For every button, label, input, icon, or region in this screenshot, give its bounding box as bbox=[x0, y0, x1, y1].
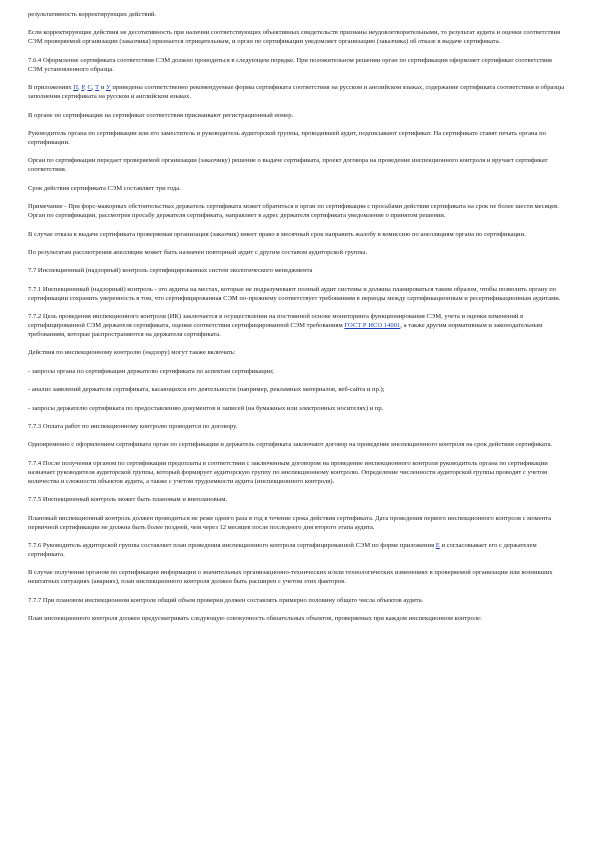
paragraph-appendix-refs: В приложениях П, Р, С, Т и У приведены соответственно рекомендуемые формы сертификата соответствия на русском и английском языках, содержание сертификата соответствия и образцы заполнения сертификата на русском и английском языках. bbox=[28, 84, 564, 101]
paragraph: Плановый инспекционный контроль должен проводиться не реже одного раза в год в течение срока действия сертификата. Дата проведения первого инспекционного контроля с момента первичной сертификации не должна быть более поздней, чем через 12 месяцев после последнего дня второго этапа аудита. bbox=[28, 514, 552, 531]
paragraph-text: 7.7.2 Цель проведения инспекционного контроля (ИК) заключается в осуществлении на постоянной основе мониторинга функционирования СЭМ, учета и оценки изменений в сертифицированной СЭМ держателя сертификата, оценки соответствия сертифицированной СЭМ требованиям bbox=[28, 313, 524, 330]
paragraph-text: 7.7.6 Руководитель аудиторской группы составляет план проведения инспекционного контроля сертифицированной СЭМ по форме приложения bbox=[28, 541, 436, 549]
document-body bbox=[28, 10, 568, 633]
paragraph: 7.7.1 Инспекционный (надзорный) контроль - это аудиты на местах, которые не подразумевают полный аудит системы и должны планироваться таким образом, чтобы позволить органу по сертификации сохранить уверенность в том, что сертифицированная СЭМ по-прежнему соответствует требованиям в периоды между сертификационным и ресертификационным аудитами. bbox=[28, 285, 561, 302]
appendix-link-s[interactable]: С bbox=[87, 84, 92, 92]
list-item: - запросы держателю сертификата по предоставлению документов и записей (на бумажных или электронных носителях) и пр. bbox=[28, 404, 384, 412]
paragraph: Руководитель органа по сертификации или его заместитель и руководитель аудиторской группы, проводившей аудит, подписывают сертификат. На сертификате ставят печать органа по сертификации. bbox=[28, 129, 546, 146]
paragraph: В случае отказа в выдаче сертификата проверяемая организация (заказчик) имеет право в месячный срок направить жалобу в комиссию по апелляциям органа по сертификации. bbox=[28, 230, 526, 238]
list-item: - анализ заявлений держателя сертификата, касающихся его деятельности (например, рекламных материалов, веб-сайта и пр.); bbox=[28, 386, 385, 394]
paragraph: Если корректирующие действия не десотативность при наличии соответствующих объективных свидетельств признаны неудовлетворительными, то результат аудита и оценки соответствия СЭМ проверяемой организации (заказчика) признается отрицательным, и орган по сертификации уведомляет организацию (заказчика) об отказе в выдаче сертификата. bbox=[28, 29, 561, 46]
paragraph: 7.7.3 Оплата работ по инспекционному контролю проводится по договору. bbox=[28, 423, 238, 431]
paragraph-text: , а также другим нормативным и законодательным требованиям, которые распространяются на держателя сертификата. bbox=[28, 322, 543, 339]
appendix-link-u[interactable]: У bbox=[106, 84, 111, 92]
paragraph-appendix-ref bbox=[28, 541, 568, 559]
paragraph-text: В приложениях bbox=[28, 84, 74, 92]
list-item: - запросы органа по сертификации держателю сертификата по аспектам сертификации; bbox=[28, 367, 274, 375]
appendix-link-p[interactable]: П bbox=[73, 84, 79, 92]
appendix-link-r[interactable]: Р bbox=[81, 84, 85, 92]
appendix-link-t[interactable]: Т bbox=[95, 84, 100, 92]
paragraph-standard-ref bbox=[28, 312, 568, 339]
paragraph: Орган по сертификации передает проверяемой организации (заказчику) решение о выдаче сертификата, проект договора на проведение инспекционного контроля и вручает сертификат соответствия. bbox=[28, 157, 548, 174]
paragraph: 7.7.5 Инспекционный контроль может быть плановым и внеплановым. bbox=[28, 496, 228, 504]
paragraph: Действия по инспекционному контролю (надзору) могут также включать: bbox=[28, 349, 236, 357]
section-heading: 7.7 Инспекционный (надзорный) контроль сертифицированных систем экологического менеджмента bbox=[28, 267, 313, 275]
paragraph-text: приведены соответственно рекомендуемые формы сертификата соответствия на русском и английском языках, содержание сертификата соответствия и образцы заполнения сертификата на русском и английском языках. bbox=[28, 84, 564, 101]
paragraph: В случае получения органом по сертификации информации о значительных организационно-технических и/или технологических изменениях в проверяемой организации или возникших нештатных ситуациях (авариях), план инспекционного контроля должен быть расширен с учетом этих факторов. bbox=[28, 569, 553, 586]
paragraph: 7.6.4 Оформление сертификата соответствия СЭМ должно проводиться в следующем порядке. При положительном решении орган по сертификации оформляет сертификат соответствия СЭМ установленного образца. bbox=[28, 56, 552, 73]
paragraph: В органе по сертификации на сертификат соответствия присваивают регистрационный номер. bbox=[28, 111, 294, 119]
paragraph: По результатам рассмотрения апелляции может быть назначен повторный аудит с другим составом аудиторской группы. bbox=[28, 248, 368, 256]
paragraph: результативность корректирующих действий. bbox=[28, 11, 157, 18]
paragraph: План инспекционного контроля должен предусматривать следующую совокупность обязательных объектов, проверяемых при каждом инспекционном контроле: bbox=[28, 615, 482, 623]
appendix-link-e[interactable]: Е bbox=[435, 541, 440, 549]
standard-link[interactable]: ГОСТ Р ИСО 14001 bbox=[344, 322, 401, 330]
paragraph: Срок действия сертификата СЭМ составляет три года. bbox=[28, 184, 181, 192]
paragraph-text: и согласовывает его с держателем сертификата. bbox=[28, 541, 537, 558]
paragraph: Одновременно с оформлением сертификата орган по сертификации и держатель сертификата заключают договор на проведение инспекционного контроля на срок действия сертификата. bbox=[28, 441, 553, 449]
paragraph: 7.7.4 После получения органом по сертификации предоплаты в соответствии с заключенным договором на проведение инспекционного контроля руководитель органа по сертификации назначает руководителя аудиторской группы, который формирует аудиторскую группу по инспекционному контролю. Определение численности аудиторской группы проводят с учетом количества и сложности объектов аудита, а также с учетом трудоемкости аудита (инспекционного контроля). bbox=[28, 459, 548, 485]
note-paragraph: Примечание - При форс-мажорных обстоятельствах держатель сертификата может обратиться в орган по сертификации с просьбами действия сертификата на срок не более шести месяцев. Орган по сертификации, рассмотрев просьбу держателя сертификата, направляет в адрес держателя сертификата уведомление о принятом решении. bbox=[28, 203, 559, 220]
paragraph: 7.7.7 При плановом инспекционном контроле общий объем проверки должен составлять примерно половину общего числа объектов аудита. bbox=[28, 596, 424, 604]
